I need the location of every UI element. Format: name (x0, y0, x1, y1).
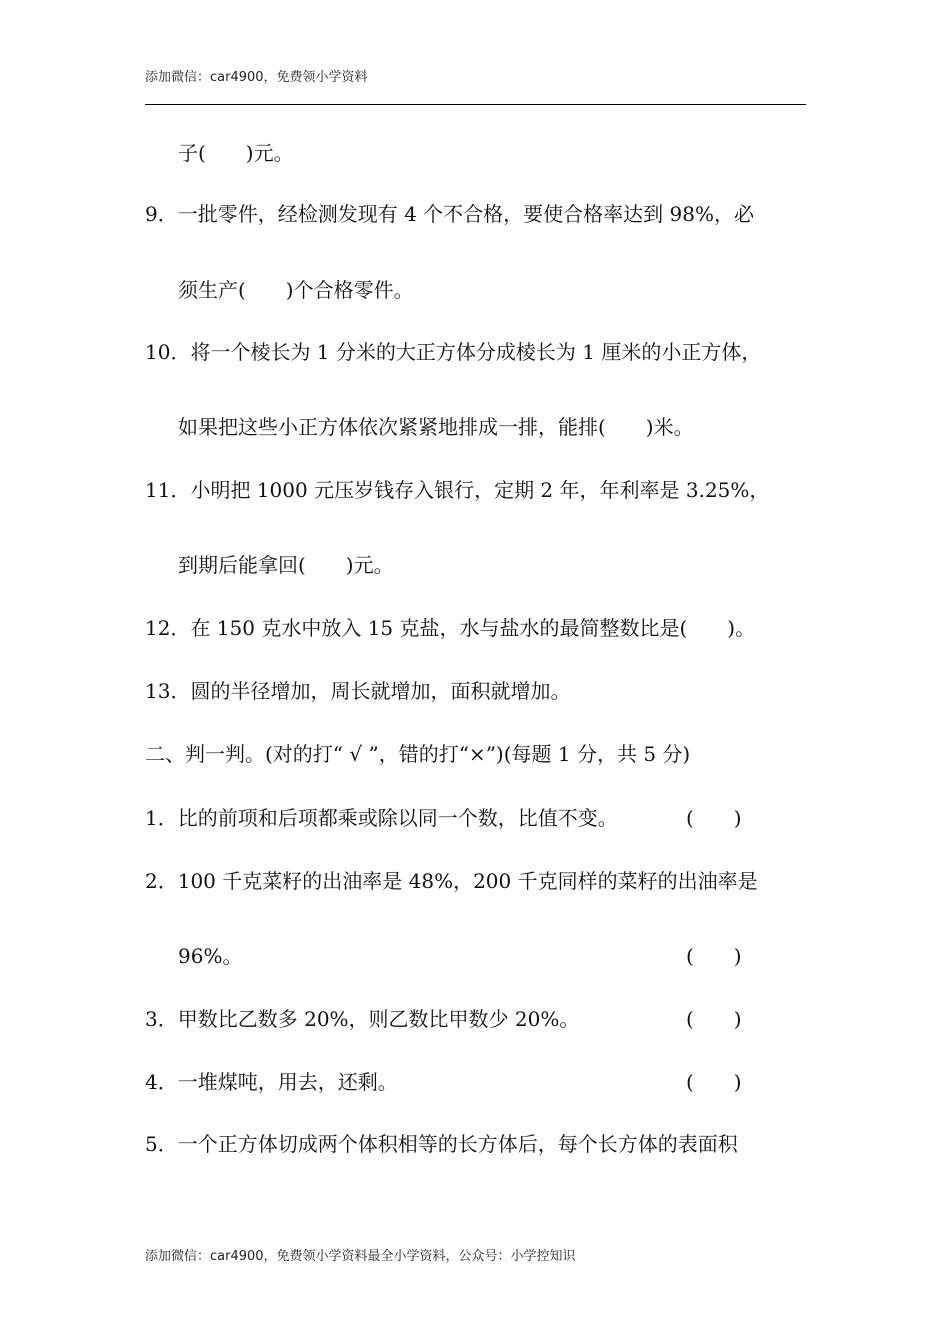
question-11-line-1 (145, 477, 769, 503)
question-13 (145, 678, 570, 704)
page-header: 添加微信：car4900，免费领小学资料 (145, 70, 368, 85)
question-number: 13． (145, 679, 191, 703)
question-text: 将一个棱长为 1 分米的大正方体分成棱长为 1 厘米的小正方体， (190, 340, 762, 364)
question-number: 5． (145, 1132, 178, 1156)
question-number: 1． (145, 806, 178, 830)
question-text: 100 千克菜籽的出油率是 48%，200 千克同样的菜籽的出油率是 (177, 869, 758, 893)
question-text: 一个正方体切成两个体积相等的长方体后，每个长方体的表面积 (177, 1132, 738, 1156)
answer-blank[interactable]: ( ) (686, 1070, 742, 1094)
question-11-line-2: 到期后能拿回( )元。 (178, 553, 394, 577)
question-8-continuation: 子( )元。 (178, 141, 294, 165)
question-text: 圆的半径增加，周长就增加，面积就增加。 (190, 679, 571, 703)
question-10-line-2: 如果把这些小正方体依次紧紧地排成一排，能排( )米。 (178, 415, 694, 439)
header-divider (145, 104, 806, 105)
question-text: 甲数比乙数多 20%，则乙数比甲数少 20%。 (177, 1007, 580, 1031)
answer-blank[interactable]: ( ) (686, 1007, 742, 1031)
judge-5-line-1 (145, 1131, 738, 1157)
answer-blank[interactable]: ( ) (686, 806, 742, 830)
question-text: 一堆煤吨，用去，还剩。 (177, 1070, 398, 1094)
page-footer: 添加微信：car4900，免费领小学资料最全小学资料，公众号：小学控知识 (145, 1249, 576, 1264)
question-text: 小明把 1000 元压岁钱存入银行，定期 2 年，年利率是 3.25%， (190, 478, 770, 502)
answer-blank[interactable]: ( ) (686, 944, 742, 968)
question-text: 在 150 克水中放入 15 克盐，水与盐水的最简整数比是( )。 (190, 616, 756, 640)
question-text: 比的前项和后项都乘或除以同一个数，比值不变。 (177, 806, 618, 830)
judge-2-line-1 (145, 868, 758, 894)
question-number: 3． (145, 1007, 178, 1031)
judge-4 (145, 1069, 398, 1095)
question-number: 2． (145, 869, 178, 893)
question-12 (145, 615, 755, 641)
question-number: 10． (145, 340, 191, 364)
question-text: 一批零件，经检测发现有 4 个不合格，要使合格率达到 98%，必 (177, 202, 754, 226)
question-number: 12． (145, 616, 191, 640)
question-number: 4． (145, 1070, 178, 1094)
question-9-line-1 (145, 201, 754, 227)
question-number: 9． (145, 202, 178, 226)
judge-1 (145, 805, 618, 831)
question-number: 11． (145, 478, 191, 502)
question-9-line-2: 须生产( )个合格零件。 (178, 278, 414, 302)
section-2-title: 二、判一判。(对的打“ √ ”，错的打“×”)(每题 1 分，共 5 分) (145, 742, 691, 766)
question-10-line-1 (145, 339, 761, 365)
judge-2-line-2: 96%。 (178, 944, 243, 968)
judge-3 (145, 1006, 579, 1032)
